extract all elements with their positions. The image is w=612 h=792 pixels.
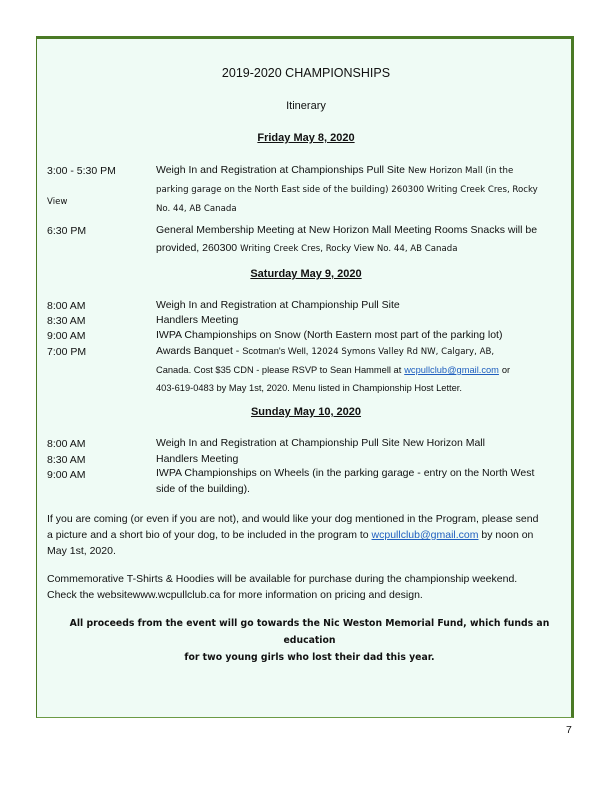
- event-description: IWPA Championships on Snow (North Eastern most part of the parking lot): [156, 329, 503, 341]
- proceeds-text: All proceeds from the event will go towards the Nic Weston Memorial Fund, which funds an education: [69, 618, 550, 646]
- event-text: side of the building).: [156, 483, 250, 495]
- event-time: 3:00 - 5:30 PM: [47, 165, 116, 177]
- page-title: 2019-2020 CHAMPIONSHIPS: [221, 66, 391, 80]
- event-text: provided, 260300: [156, 242, 238, 254]
- event-time-continuation: View: [47, 197, 68, 207]
- program-email-link[interactable]: wcpullclub@gmail.com: [371, 529, 479, 541]
- event-text: IWPA Championships on Wheels (in the parking garage - entry on the North West: [156, 467, 535, 479]
- page-subtitle: Itinerary: [286, 100, 326, 112]
- event-time: 8:30 AM: [47, 315, 86, 327]
- event-description: [156, 161, 576, 218]
- proceeds-note: [47, 615, 572, 666]
- event-text: Canada. Cost $35 CDN - please RSVP to Sean Hammell at: [156, 365, 402, 375]
- event-text: No. 44, AB Canada: [156, 204, 237, 214]
- merchandise-paragraph: [47, 571, 572, 603]
- event-text: Writing Creek Cres, Rocky View No. 44, AB Canada: [240, 244, 458, 254]
- paragraph-text: May 1st, 2020.: [47, 545, 116, 557]
- event-text: or: [501, 365, 511, 375]
- event-time: 7:00 PM: [47, 346, 87, 358]
- event-text: 403-619-0483 by May 1st, 2020. Menu listed in Championship Host Letter.: [156, 383, 462, 393]
- proceeds-text: for two young girls who lost their dad this year.: [184, 652, 435, 663]
- event-description: Handlers Meeting: [156, 453, 239, 465]
- event-text: 12024 Symons Valley Rd NW, Calgary, AB,: [311, 347, 495, 357]
- event-description: [156, 342, 576, 397]
- event-time: 9:00 AM: [47, 469, 86, 481]
- event-text: Awards Banquet -: [156, 345, 240, 357]
- event-time: 9:00 AM: [47, 330, 86, 342]
- event-time: 8:30 AM: [47, 454, 86, 466]
- rsvp-email-link[interactable]: wcpullclub@gmail.com: [404, 365, 499, 375]
- event-text: Scotman's Well,: [242, 346, 309, 356]
- event-text: parking garage on the North East side of the building) 260300 Writing Creek Cres, Rocky: [156, 185, 538, 195]
- page-number: 7: [566, 724, 572, 736]
- paragraph-text: Commemorative T-Shirts & Hoodies will be available for purchase during the championship weekend.: [47, 573, 518, 585]
- paragraph-text: by noon on: [481, 529, 534, 541]
- paragraph-text: Check the websitewww.wcpullclub.ca for more information on pricing and design.: [47, 589, 423, 601]
- event-time: 8:00 AM: [47, 438, 86, 450]
- event-description: Weigh In and Registration at Championship Pull Site: [156, 299, 400, 311]
- event-description: Handlers Meeting: [156, 314, 239, 326]
- event-time: 6:30 PM: [47, 225, 87, 237]
- event-text: Weigh In and Registration at Championships Pull Site: [156, 164, 406, 176]
- event-description: Weigh In and Registration at Championship Pull Site New Horizon Mall: [156, 437, 485, 449]
- event-time: 8:00 AM: [47, 300, 86, 312]
- paragraph-text: If you are coming (or even if you are not), and would like your dog mentioned in the Program, please send: [47, 513, 539, 525]
- event-description: [156, 465, 576, 497]
- event-description: [156, 221, 576, 258]
- paragraph-text: a picture and a short bio of your dog, to be included in the program to: [47, 529, 369, 541]
- day-heading-sunday: Sunday May 10, 2020: [250, 406, 362, 418]
- event-text: New Horizon Mall (in the: [407, 166, 514, 176]
- event-text: General Membership Meeting at New Horizon Mall Meeting Rooms Snacks will be: [156, 224, 538, 236]
- day-heading-friday: Friday May 8, 2020: [257, 132, 355, 144]
- dog-mention-paragraph: [47, 511, 572, 559]
- day-heading-saturday: Saturday May 9, 2020: [250, 268, 362, 280]
